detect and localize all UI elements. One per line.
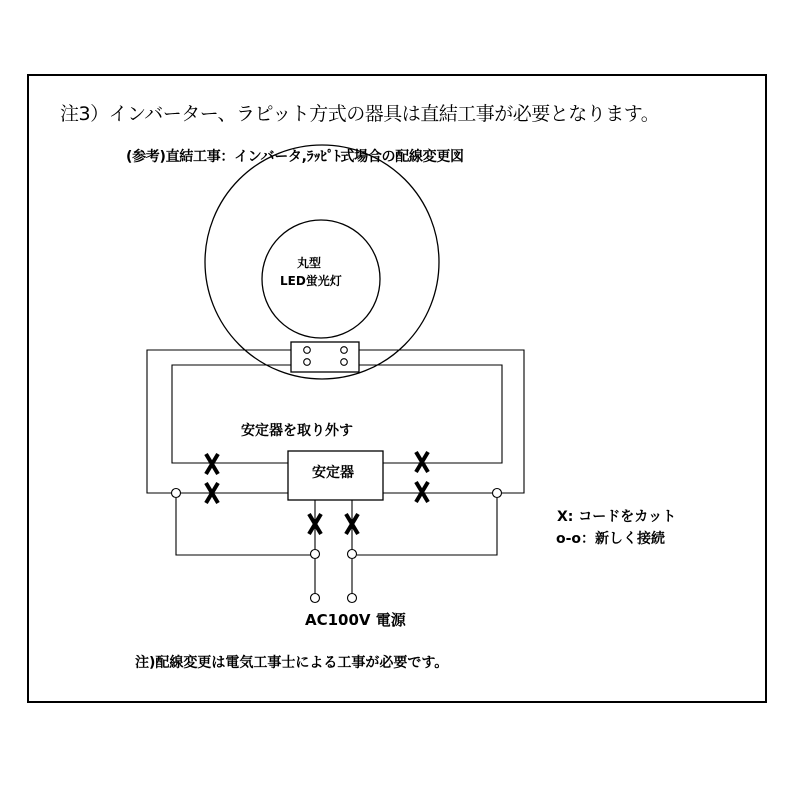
socket-pin (341, 359, 348, 366)
top-note: 注3）インバーター、ラピット方式の器具は直結工事が必要となります。 (60, 103, 660, 125)
legend-cut: X: コードをカット (557, 509, 677, 525)
power-label: AC100V 電源 (305, 611, 406, 629)
node-lead-right (348, 550, 357, 559)
wire-outer-left (147, 350, 291, 493)
reference-title: (参考)直結工事：インバータ,ﾗｯﾋﾟﾄ式場合の配線変更図 (126, 149, 464, 165)
ballast-label: 安定器 (312, 465, 354, 481)
wire-new-right (357, 498, 497, 555)
cut-mark (416, 452, 428, 472)
wire-inner-left (172, 365, 291, 463)
lamp-label-type: LED蛍光灯 (280, 274, 342, 288)
wire-outer-right (359, 350, 524, 493)
node-left (172, 489, 181, 498)
wire-inner-right (359, 365, 502, 463)
node-power-left (311, 594, 320, 603)
node-power-right (348, 594, 357, 603)
connection-nodes (172, 489, 502, 603)
cut-mark (416, 482, 428, 502)
wire-new-left (176, 498, 311, 555)
socket-pin (304, 359, 311, 366)
cut-mark (206, 454, 218, 474)
node-right (493, 489, 502, 498)
remove-ballast-label: 安定器を取り外す (241, 423, 353, 439)
socket-pin (304, 347, 311, 354)
lamp-label-shape: 丸型 (297, 256, 322, 270)
legend-connect: o-o：新しく接続 (556, 531, 666, 547)
node-lead-left (311, 550, 320, 559)
lamp-socket (291, 342, 359, 372)
socket-pin (341, 347, 348, 354)
bottom-note: 注)配線変更は電気工事士による工事が必要です。 (135, 655, 449, 671)
